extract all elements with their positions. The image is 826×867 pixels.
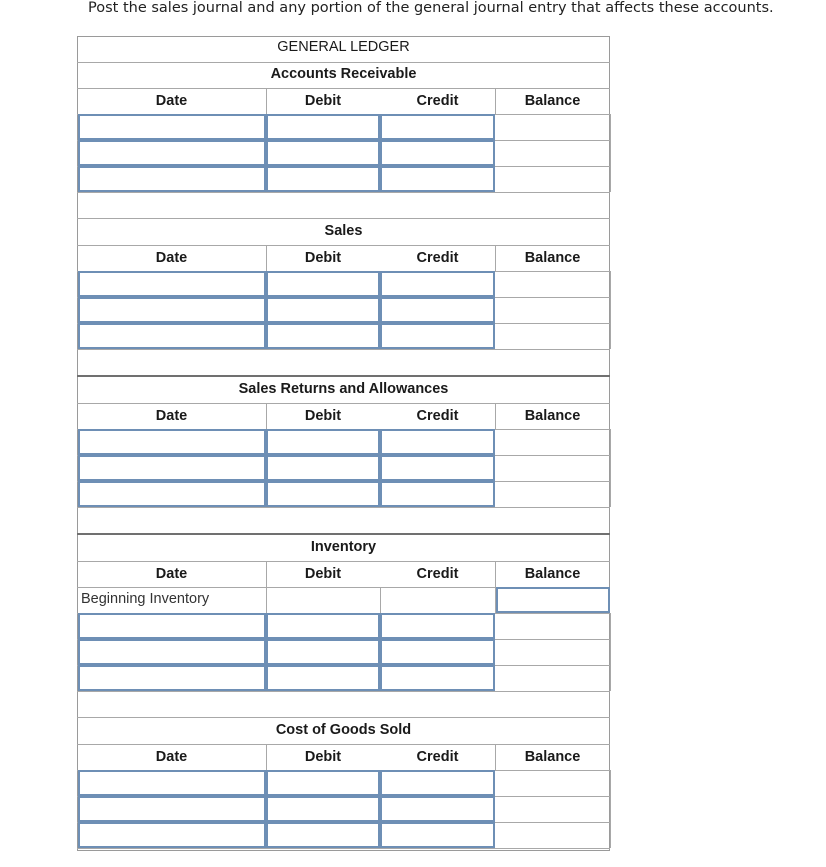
debit-input[interactable] xyxy=(266,271,380,297)
date-input[interactable] xyxy=(78,481,266,507)
account-title: Accounts Receivable xyxy=(270,66,417,82)
row-divider xyxy=(77,533,610,535)
column-divider xyxy=(495,88,496,114)
column-header-credit: Credit xyxy=(416,408,459,424)
debit-input[interactable] xyxy=(266,665,380,691)
credit-input[interactable] xyxy=(380,455,495,481)
column-divider xyxy=(610,271,611,297)
column-divider xyxy=(610,481,611,507)
account-title: Inventory xyxy=(310,539,377,555)
date-input[interactable] xyxy=(78,323,266,349)
debit-input[interactable] xyxy=(266,429,380,455)
instruction-text: Post the sales journal and any portion of the general journal entry that affects these accounts. xyxy=(88,0,774,16)
date-input[interactable] xyxy=(78,639,266,665)
date-input[interactable] xyxy=(78,114,266,140)
column-header-balance: Balance xyxy=(524,408,581,424)
credit-input[interactable] xyxy=(380,770,495,796)
credit-input[interactable] xyxy=(380,323,495,349)
row-divider xyxy=(77,561,610,562)
account-title: Sales xyxy=(324,223,363,239)
credit-input[interactable] xyxy=(380,665,495,691)
column-divider xyxy=(610,140,611,166)
credit-input[interactable] xyxy=(380,429,495,455)
debit-input[interactable] xyxy=(266,770,380,796)
debit-input[interactable] xyxy=(266,323,380,349)
date-input[interactable] xyxy=(78,271,266,297)
column-divider xyxy=(610,796,611,822)
column-divider xyxy=(610,770,611,796)
column-divider xyxy=(495,403,496,429)
debit-input[interactable] xyxy=(266,114,380,140)
date-input[interactable] xyxy=(78,297,266,323)
row-divider xyxy=(77,717,610,718)
date-input[interactable] xyxy=(78,166,266,192)
column-divider xyxy=(610,665,611,691)
column-divider xyxy=(380,587,381,613)
column-header-debit: Debit xyxy=(304,408,342,424)
balance-input[interactable] xyxy=(496,587,610,613)
column-divider xyxy=(266,744,267,770)
column-divider xyxy=(610,323,611,349)
credit-input[interactable] xyxy=(380,271,495,297)
column-divider xyxy=(610,639,611,665)
row-divider xyxy=(77,62,610,63)
account-title: Cost of Goods Sold xyxy=(275,722,412,738)
column-header-debit: Debit xyxy=(304,93,342,109)
general-ledger-title: GENERAL LEDGER xyxy=(277,39,410,55)
column-header-debit: Debit xyxy=(304,250,342,266)
credit-input[interactable] xyxy=(380,822,495,848)
credit-input[interactable] xyxy=(380,297,495,323)
column-divider xyxy=(610,429,611,455)
debit-input[interactable] xyxy=(266,481,380,507)
row-divider xyxy=(77,403,610,404)
column-divider xyxy=(610,166,611,192)
credit-input[interactable] xyxy=(380,796,495,822)
column-header-date: Date xyxy=(155,566,188,582)
column-header-balance: Balance xyxy=(524,749,581,765)
date-input[interactable] xyxy=(78,140,266,166)
column-divider xyxy=(610,455,611,481)
debit-input[interactable] xyxy=(266,455,380,481)
column-header-debit: Debit xyxy=(304,566,342,582)
beginning-inventory-label: Beginning Inventory xyxy=(81,591,210,607)
row-divider xyxy=(77,744,610,745)
credit-input[interactable] xyxy=(380,481,495,507)
column-header-debit: Debit xyxy=(304,749,342,765)
credit-input[interactable] xyxy=(380,140,495,166)
row-divider xyxy=(77,691,610,692)
account-title: Sales Returns and Allowances xyxy=(238,381,449,397)
row-divider xyxy=(77,88,610,89)
column-header-credit: Credit xyxy=(416,749,459,765)
column-header-balance: Balance xyxy=(524,93,581,109)
column-header-date: Date xyxy=(155,749,188,765)
column-divider xyxy=(266,587,267,613)
debit-input[interactable] xyxy=(266,166,380,192)
column-divider xyxy=(266,403,267,429)
date-input[interactable] xyxy=(78,429,266,455)
row-divider xyxy=(77,218,610,219)
credit-input[interactable] xyxy=(380,114,495,140)
date-input[interactable] xyxy=(78,822,266,848)
column-divider xyxy=(495,744,496,770)
column-divider xyxy=(495,245,496,271)
row-divider xyxy=(77,507,610,508)
column-header-credit: Credit xyxy=(416,250,459,266)
credit-input[interactable] xyxy=(380,639,495,665)
column-header-date: Date xyxy=(155,250,188,266)
debit-input[interactable] xyxy=(266,613,380,639)
date-input[interactable] xyxy=(78,770,266,796)
debit-input[interactable] xyxy=(266,140,380,166)
date-input[interactable] xyxy=(78,613,266,639)
column-header-balance: Balance xyxy=(524,250,581,266)
date-input[interactable] xyxy=(78,796,266,822)
row-divider xyxy=(77,349,610,350)
column-header-credit: Credit xyxy=(416,566,459,582)
credit-input[interactable] xyxy=(380,166,495,192)
row-divider xyxy=(77,245,610,246)
column-divider xyxy=(610,297,611,323)
row-divider xyxy=(77,375,610,377)
column-divider xyxy=(495,561,496,587)
debit-input[interactable] xyxy=(266,822,380,848)
column-divider xyxy=(266,88,267,114)
column-header-date: Date xyxy=(155,93,188,109)
debit-input[interactable] xyxy=(266,796,380,822)
column-header-credit: Credit xyxy=(416,93,459,109)
credit-input[interactable] xyxy=(380,613,495,639)
column-header-balance: Balance xyxy=(524,566,581,582)
column-divider xyxy=(610,613,611,639)
debit-input[interactable] xyxy=(266,639,380,665)
date-input[interactable] xyxy=(78,665,266,691)
row-divider xyxy=(77,848,610,849)
debit-input[interactable] xyxy=(266,297,380,323)
column-divider xyxy=(610,822,611,848)
column-divider xyxy=(266,561,267,587)
date-input[interactable] xyxy=(78,455,266,481)
row-divider xyxy=(77,192,610,193)
column-header-date: Date xyxy=(155,408,188,424)
column-divider xyxy=(610,114,611,140)
column-divider xyxy=(266,245,267,271)
